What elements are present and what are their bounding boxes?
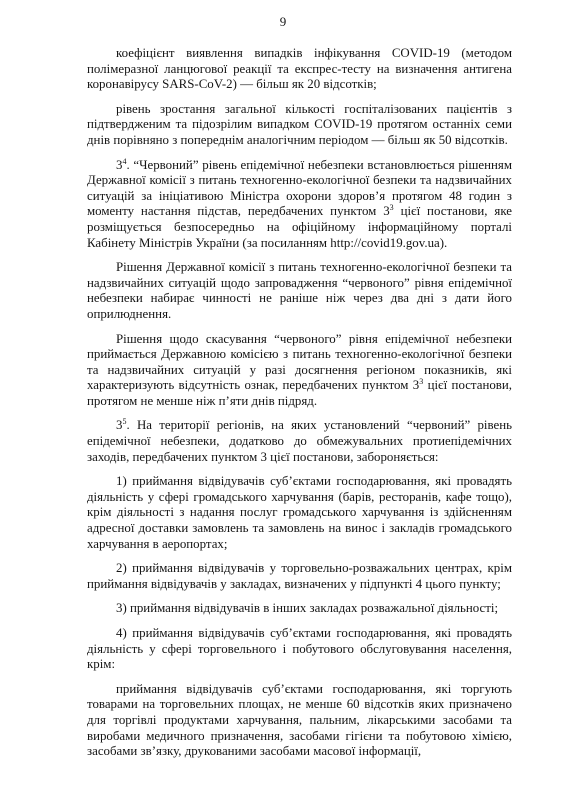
restrictions-list <box>87 474 512 760</box>
page-number: 9 <box>279 14 287 29</box>
paragraph-text: Рішення щодо скасування “червоного” рівня епідемічної небезпеки приймається Державною комісією з питань техногенно-екологічної безпеки та надзвичайних ситуацій у разі досягнення регіоном показників, які характеризують відсутність ознак, передбачених пунктом 3 <box>87 331 512 393</box>
paragraph-covid-detection-rate <box>87 46 512 93</box>
reference-superscript: 3 <box>419 377 424 387</box>
list-item-text: 2) приймання відвідувачів у торговельно-розважальних центрах, крім приймання відвідувачів у закладах, визначених у підпункті 4 цього пункту; <box>87 561 512 591</box>
list-item-4-exception <box>87 682 512 760</box>
clause-number: 3 <box>116 157 123 172</box>
clause-number: 3 <box>116 418 123 433</box>
paragraph-text: Рішення Державної комісії з питань техногенно-екологічної безпеки та надзвичайних ситуацій щодо запровадження “червоного” рівня епідемічної небезпеки набирає чинності не раніше ніж через два дні з дати його оприлюднення. <box>87 260 512 321</box>
paragraph-3-4-red-level <box>87 158 512 252</box>
reference-superscript: 3 <box>389 203 394 213</box>
paragraph-decision-cancel <box>87 332 512 410</box>
paragraph-text: рівень зростання загальної кількості госпіталізованих пацієнтів з підтвердженим та підозрілим випадком COVID-19 протягом останніх семи днів порівняно з попереднім аналогічним періодом — більш як 50 відсотків. <box>87 101 512 147</box>
paragraph-hospitalization-growth <box>87 102 512 149</box>
list-item-3-entertainment <box>87 601 512 617</box>
list-item-text: 3) приймання відвідувачів в інших закладах розважальної діяльності; <box>116 601 499 616</box>
list-item-2-shopping-centers <box>87 561 512 592</box>
list-item-text: 1) приймання відвідувачів суб’єктами господарювання, які провадять діяльність у сфері громадського харчування (барів, ресторанів, кафе тощо), крім діяльності з надання послуг громадського харчування із здійсненням адресної доставки замовлень та замовлень на винос і закладів громадського харчування в аеропортах; <box>87 474 512 551</box>
paragraph-text-continued: цієї постанови, протягом не менше ніж п’яти днів підряд. <box>87 378 512 408</box>
paragraph-text-continued: цієї постанови, яке розміщується безпосередньо на офіційному інформаційному порталі Кабінету Міністрів України (за посиланням http://covid19.gov.ua). <box>87 204 512 250</box>
paragraph-text: коефіцієнт виявлення випадків інфікування COVID-19 (методом полімеразної ланцюгової реакції та експрес-тесту на визначення антигена коронавірусу SARS-CoV-2) — більш як 20 відсотків; <box>87 46 512 92</box>
paragraph-decision-effective <box>87 260 512 322</box>
clause-superscript: 5 <box>122 417 127 427</box>
document-body <box>87 46 512 769</box>
paragraph-3-5-restrictions <box>87 418 512 465</box>
clause-superscript: 4 <box>122 156 127 166</box>
list-item-text: приймання відвідувачів суб’єктами господарювання, які торгують товарами на торговельних площах, не менше 60 відсотків яких призначено для торгівлі продуктами харчування, пальним, лікарськими засобами та виробами медичного призначення, засобами гігієни та побутовою хімією, засобами зв’язку, друкованими засобами масової інформації, <box>87 681 512 759</box>
list-item-text: 4) приймання відвідувачів суб’єктами господарювання, які провадять діяльність у сфері торговельного і побутового обслуговування населення, крім: <box>87 626 512 672</box>
paragraph-text: . На території регіонів, на яких установлений “червоний” рівень епідемічної небезпеки, додатково до обмежувальних протиепідемічних заходів, передбачених пунктом 3 цієї постанови, забороняється: <box>87 418 512 464</box>
paragraph-text: . “Червоний” рівень епідемічної небезпеки встановлюється рішенням Державної комісії з питань техногенно-екологічної безпеки та надзвичайних ситуацій за ініціативою Міністра охорони здоров’я протягом 48 годин з моменту настання підстав, передбачених пунктом 3 <box>87 157 512 219</box>
list-item-4-trade-services <box>87 626 512 673</box>
list-item-1-catering <box>87 474 512 552</box>
